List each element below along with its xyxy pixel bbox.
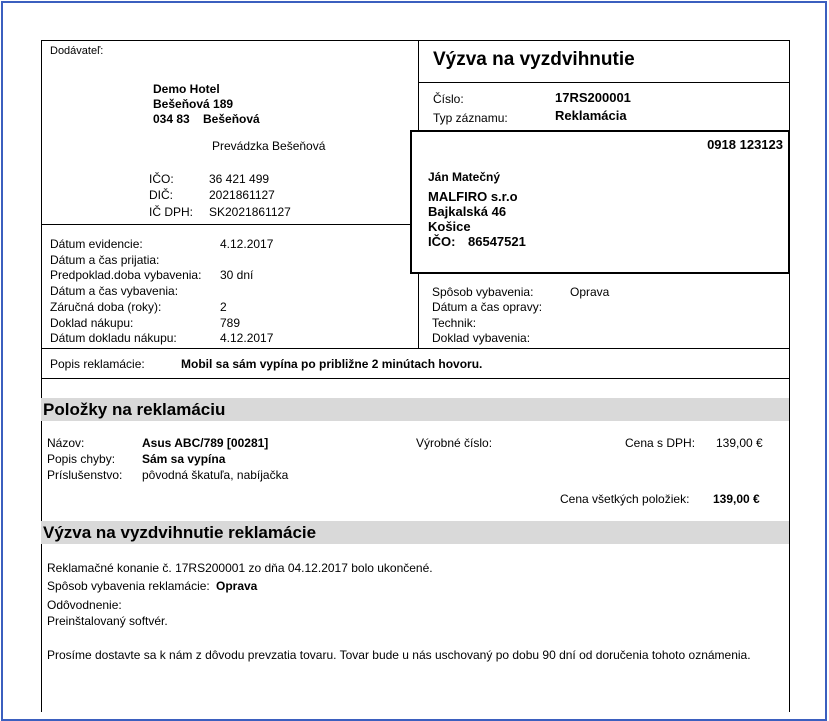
detail-label: Dátum a čas prijatia: xyxy=(50,253,160,267)
table-top-border xyxy=(41,40,790,41)
item-accessories: pôvodná škatuľa, nabíjačka xyxy=(142,468,289,482)
supplier-name: Demo Hotel xyxy=(153,82,220,96)
detail-label: Dátum evidencie: xyxy=(50,237,143,251)
doc-type-label: Typ záznamu: xyxy=(433,111,508,125)
detail-label: Spôsob vybavenia: xyxy=(432,285,534,299)
detail-value: 2 xyxy=(220,300,227,314)
detail-value: 789 xyxy=(220,316,241,330)
notice-method: Oprava xyxy=(216,579,258,593)
items-section-title: Položky na reklamáciu xyxy=(43,400,226,419)
items-header-bar xyxy=(41,398,789,421)
customer-ico: 86547521 xyxy=(468,234,526,249)
item-name: Asus ABC/789 [00281] xyxy=(142,436,269,450)
notice-reason: Preinštalovaný softvér. xyxy=(47,614,168,628)
detail-label: Doklad nákupu: xyxy=(50,316,134,330)
customer-ico-label: IČO: xyxy=(428,234,456,249)
doc-number: 17RS200001 xyxy=(555,90,631,105)
item-defect: Sám sa vypína xyxy=(142,452,226,466)
supplier-ico: 36 421 499 xyxy=(209,172,270,186)
customer-street: Bajkalská 46 xyxy=(428,204,507,219)
notice-section-title: Výzva na vyzdvihnutie reklamácie xyxy=(43,523,317,542)
item-name-label: Názov: xyxy=(47,436,85,450)
item-price: 139,00 € xyxy=(716,436,763,450)
document-title: Výzva na vyzdvihnutie xyxy=(433,49,635,70)
detail-label: Dátum a čas vybavenia: xyxy=(50,284,179,298)
notice-method-label: Spôsob vybavenia reklamácie: xyxy=(47,579,210,593)
detail-value: 30 dní xyxy=(220,268,254,282)
detail-label: Predpoklad.doba vybavenia: xyxy=(50,268,202,282)
items-total-label: Cena všetkých položiek: xyxy=(560,492,690,506)
item-defect-label: Popis chyby: xyxy=(47,452,116,466)
detail-label: Dátum dokladu nákupu: xyxy=(50,331,177,345)
detail-value: Oprava xyxy=(570,285,610,299)
item-accessories-label: Príslušenstvo: xyxy=(47,468,123,482)
item-price-label: Cena s DPH: xyxy=(625,436,696,450)
customer-phone: 0918 123123 xyxy=(707,137,783,152)
detail-label: Doklad vybavenia: xyxy=(432,331,531,345)
customer-box xyxy=(410,130,790,274)
items-total: 139,00 € xyxy=(713,492,760,506)
notice-line1: Reklamačné konanie č. 17RS200001 zo dňa 04.12.2017 bolo ukončené. xyxy=(47,561,433,575)
supplier-bottom-line xyxy=(41,224,419,225)
supplier-branch: Prevádzka Bešeňová xyxy=(212,139,326,153)
notice-request: Prosíme dostavte sa k nám z dôvodu prevzatia tovaru. Tovar bude u nás uschovaný po dobu 90 dní od doručenia tohoto oznámenia. xyxy=(47,648,751,662)
detail-value: 4.12.2017 xyxy=(220,331,274,345)
customer-city: Košice xyxy=(428,219,471,234)
title-underline xyxy=(418,82,790,83)
detail-label: Technik: xyxy=(432,316,477,330)
complaint-label: Popis reklamácie: xyxy=(50,357,145,371)
doc-number-label: Číslo: xyxy=(433,92,464,106)
supplier-ico-label: IČO: xyxy=(149,172,174,186)
supplier-dic: 2021861127 xyxy=(209,188,275,202)
notice-reason-label: Odôvodnenie: xyxy=(47,598,122,612)
supplier-label: Dodávateľ: xyxy=(50,45,104,57)
customer-company: MALFIRO s.r.o xyxy=(428,189,518,204)
customer-person: Ján Matečný xyxy=(428,170,501,184)
table-left-border xyxy=(41,40,42,712)
supplier-city: Bešeňová xyxy=(203,112,260,126)
complaint-bottom-line xyxy=(41,378,790,379)
supplier-street: Bešeňová 189 xyxy=(153,97,234,111)
detail-label: Dátum a čas opravy: xyxy=(432,300,543,314)
detail-value: 4.12.2017 xyxy=(220,237,274,251)
supplier-icdph-label: IČ DPH: xyxy=(149,205,194,219)
detail-label: Záručná doba (roky): xyxy=(50,300,162,314)
doc-type: Reklamácia xyxy=(555,108,627,123)
supplier-dic-label: DIČ: xyxy=(149,188,173,202)
supplier-icdph: SK2021861127 xyxy=(209,205,291,219)
item-serial-label: Výrobné číslo: xyxy=(416,436,493,450)
complaint-text: Mobil sa sám vypína po približne 2 minútach hovoru. xyxy=(181,357,483,371)
supplier-zip: 034 83 xyxy=(153,112,190,126)
notice-header-bar xyxy=(41,521,789,544)
details-bottom-line xyxy=(41,348,790,349)
